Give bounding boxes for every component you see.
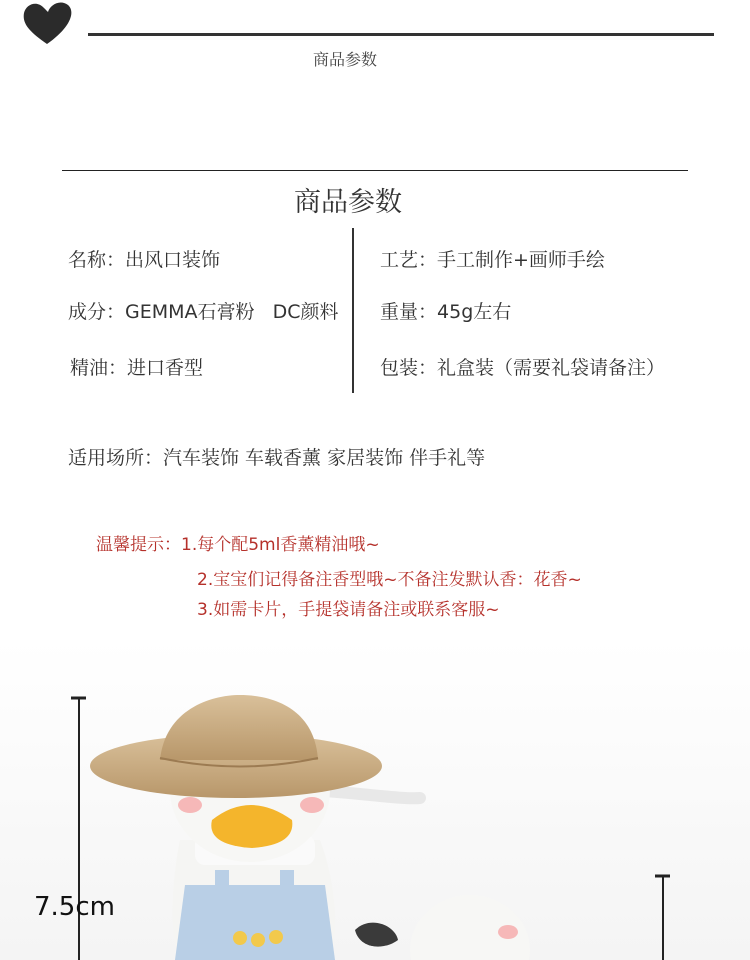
params-divider bbox=[62, 170, 688, 171]
param-material-row bbox=[68, 297, 339, 324]
heart-icon bbox=[20, 0, 74, 48]
param-name-row bbox=[68, 245, 220, 272]
param-value: 礼盒装（需要礼袋请备注） bbox=[437, 357, 666, 379]
param-package-row bbox=[380, 353, 665, 380]
param-value: 45g左右 bbox=[437, 301, 512, 323]
param-value: 手工制作+画师手绘 bbox=[437, 249, 605, 271]
param-label: 成分： bbox=[68, 301, 126, 323]
usage-value: 汽车装饰 车载香薰 家居装饰 伴手礼等 bbox=[163, 447, 486, 469]
usage-row bbox=[68, 443, 485, 470]
param-value: GEMMA石膏粉 DC颜料 bbox=[125, 301, 339, 323]
height-label: 7.5cm bbox=[34, 892, 115, 922]
param-craft-row bbox=[380, 245, 605, 272]
params-title: 商品参数 bbox=[294, 187, 402, 218]
param-label: 名称： bbox=[68, 249, 126, 271]
param-value: 进口香型 bbox=[127, 357, 204, 379]
small-section-title: 商品参数 bbox=[312, 50, 377, 69]
column-divider bbox=[352, 228, 354, 393]
usage-label: 适用场所： bbox=[68, 447, 164, 469]
param-value: 出风口装饰 bbox=[125, 249, 221, 271]
notice-label: 温馨提示： bbox=[96, 535, 181, 555]
param-oil-row bbox=[70, 353, 203, 380]
top-divider bbox=[88, 33, 714, 36]
param-label: 精油： bbox=[70, 357, 128, 379]
notice-item: 3.如需卡片，手提袋请备注或联系客服~ bbox=[197, 600, 500, 620]
notice-item: 1.每个配5ml香薰精油哦~ bbox=[181, 535, 380, 555]
param-label: 重量： bbox=[380, 301, 438, 323]
notice-item: 2.宝宝们记得备注香型哦~不备注发默认香：花香~ bbox=[197, 570, 582, 590]
param-label: 包装： bbox=[380, 357, 438, 379]
param-weight-row bbox=[380, 297, 511, 324]
notice-row-1 bbox=[96, 530, 380, 555]
param-label: 工艺： bbox=[380, 249, 438, 271]
